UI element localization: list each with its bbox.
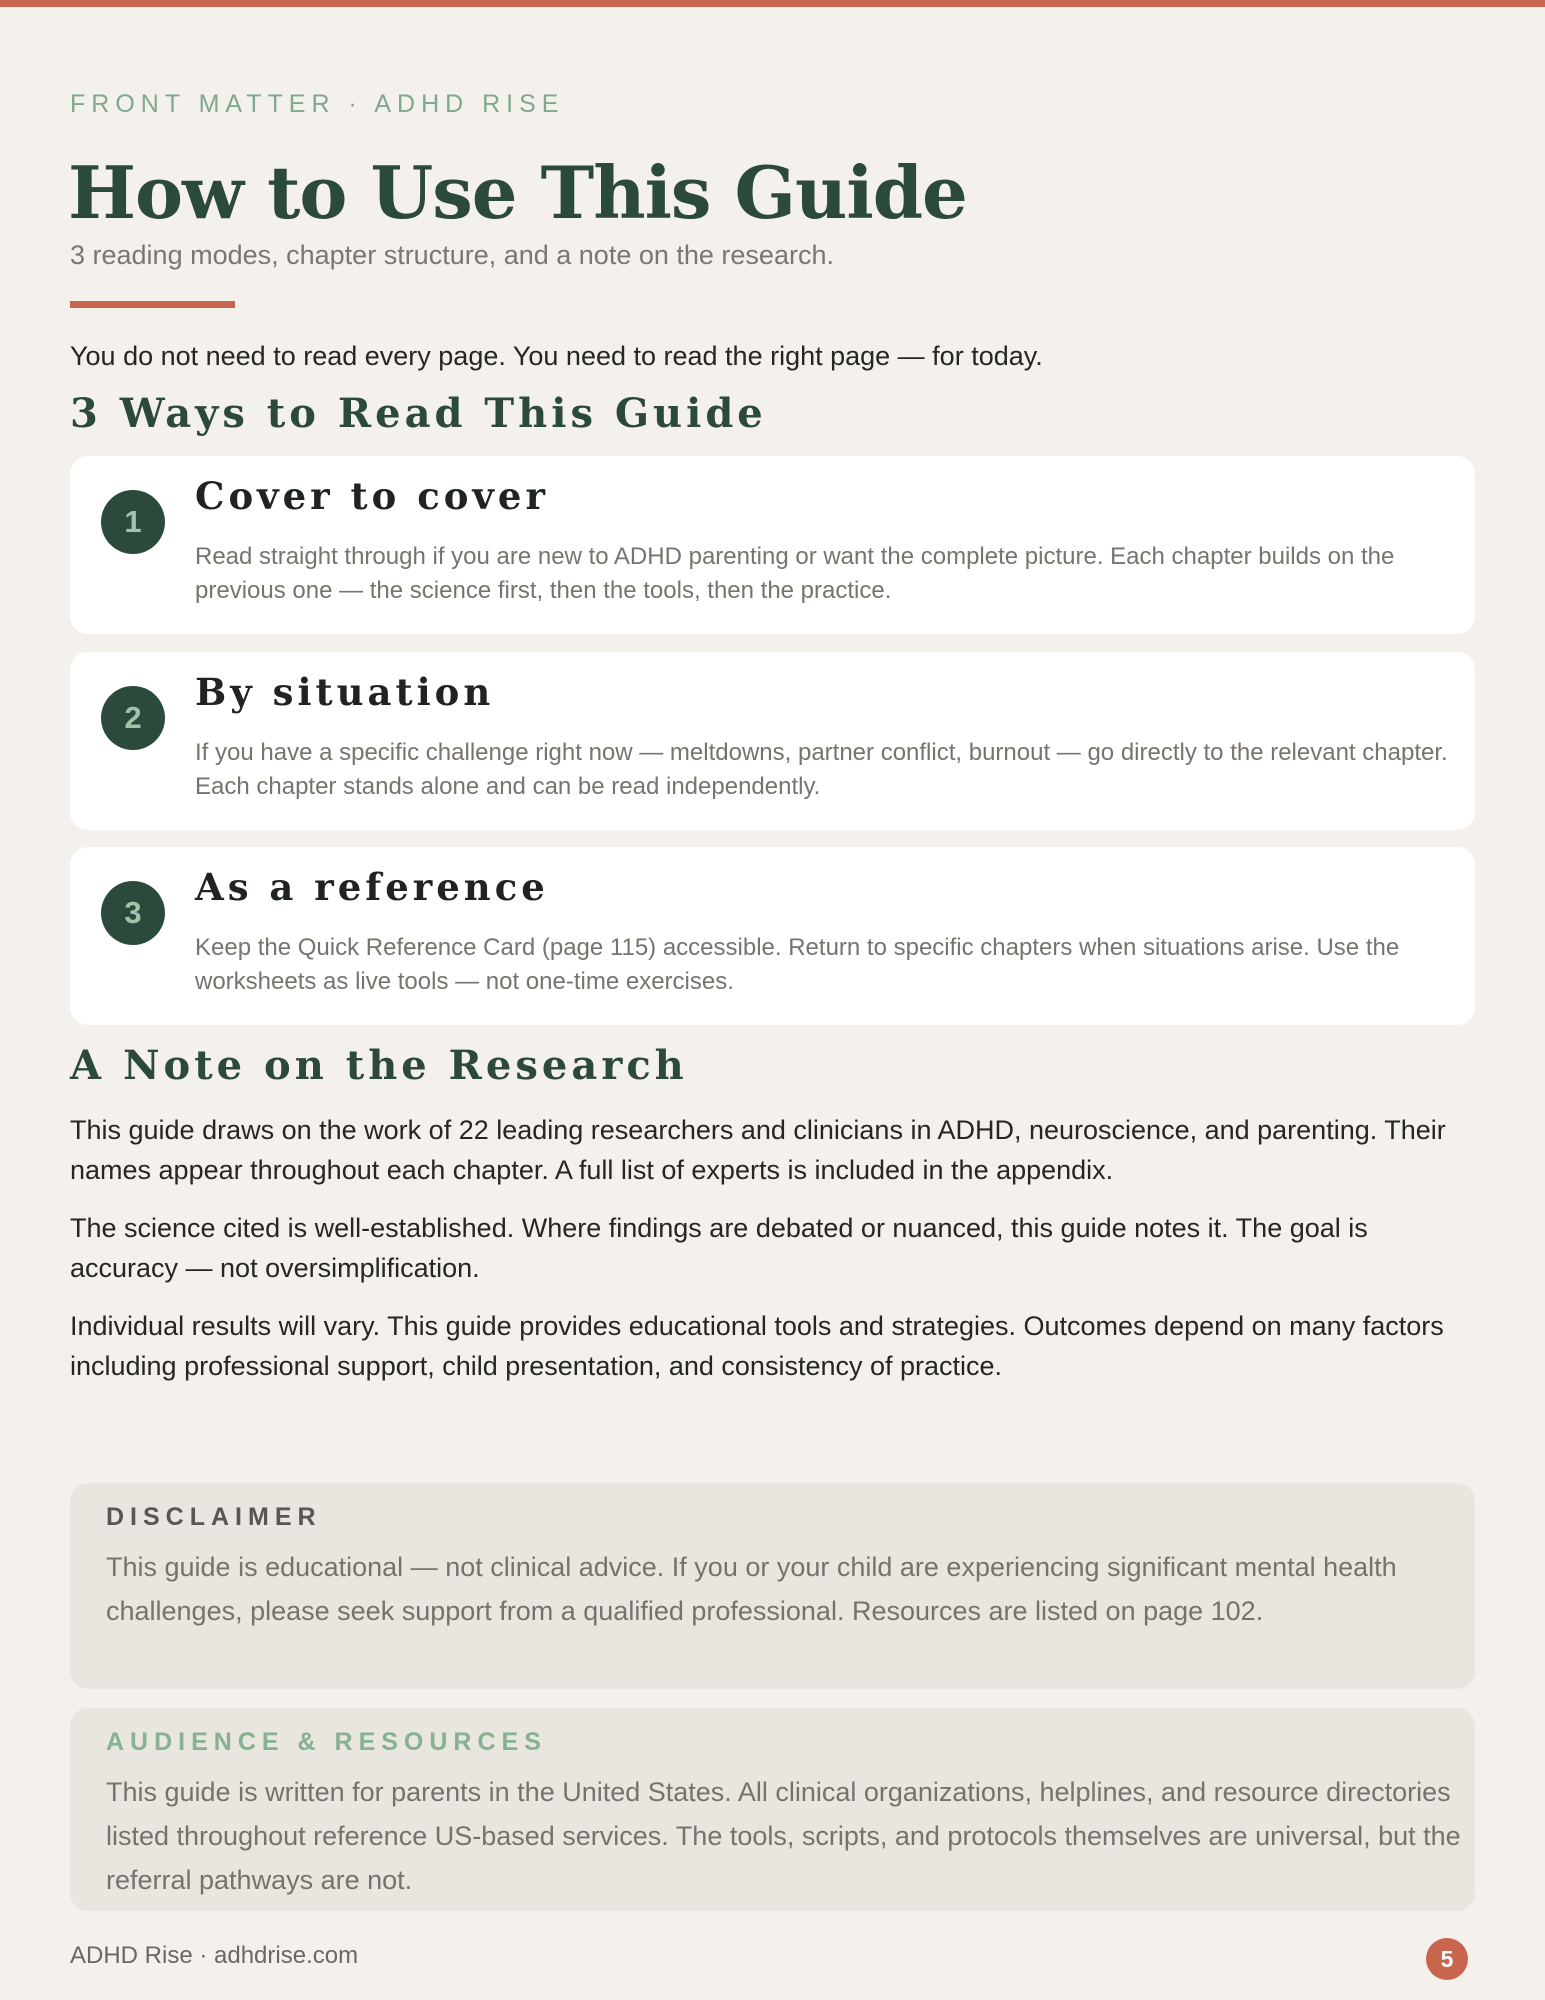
reading-mode-card: [70, 847, 1475, 1025]
research-body: [70, 1110, 1480, 1404]
eyebrow-label: FRONT MATTER · ADHD RISE: [70, 90, 565, 118]
research-paragraph: Individual results will vary. This guide provides educational tools and strategies. Outcomes depend on many factors including professional support, child presentation, and consistency of practice.: [70, 1311, 1444, 1381]
top-accent-bar: [0, 0, 1545, 7]
research-heading: A Note on the Research: [70, 1042, 688, 1089]
step-number-badge: 1: [101, 490, 165, 554]
reading-mode-title: As a reference: [195, 865, 549, 909]
reading-mode-card: [70, 456, 1475, 634]
disclaimer-label: DISCLAIMER: [106, 1503, 322, 1531]
page-title: How to Use This Guide: [68, 150, 967, 235]
step-number-badge: 2: [101, 686, 165, 750]
title-underline: [70, 301, 235, 308]
step-number-badge: 3: [101, 881, 165, 945]
reading-mode-description: Keep the Quick Reference Card (page 115) accessible. Return to specific chapters when situations arise. Use the worksheets as live tools — not one-time exercises.: [195, 934, 1400, 995]
reading-mode-title: By situation: [195, 670, 495, 714]
disclaimer-text: This guide is educational — not clinical advice. If you or your child are experiencing significant mental health challenges, please seek support from a qualified professional. Resources are listed on page 102.: [106, 1552, 1397, 1626]
reading-mode-description: If you have a specific challenge right now — meltdowns, partner conflict, burnout — go directly to the relevant chapter. Each chapter stands alone and can be read independently.: [195, 739, 1448, 800]
audience-resources-box: [70, 1708, 1475, 1911]
footer-brand: ADHD Rise · adhdrise.com: [70, 1942, 359, 1969]
disclaimer-box: [70, 1483, 1475, 1689]
research-paragraph: The science cited is well-established. Where findings are debated or nuanced, this guide notes it. The goal is accuracy — not oversimplification.: [70, 1213, 1368, 1283]
audience-resources-text: This guide is written for parents in the United States. All clinical organizations, helplines, and resource directories listed throughout reference US-based services. The tools, scripts, and protocols themselves are universal, but the referral pathways are not.: [106, 1777, 1461, 1895]
reading-mode-description: Read straight through if you are new to ADHD parenting or want the complete picture. Each chapter builds on the previous one — the science first, then the tools, then the practice.: [195, 543, 1395, 604]
page-subtitle: 3 reading modes, chapter structure, and a note on the research.: [70, 240, 834, 270]
reading-mode-card: [70, 652, 1475, 830]
ways-heading: 3 Ways to Read This Guide: [70, 390, 767, 437]
research-paragraph: This guide draws on the work of 22 leading researchers and clinicians in ADHD, neuroscience, and parenting. Their names appear throughout each chapter. A full list of experts is included in the appendix.: [70, 1115, 1446, 1185]
page-number-badge: 5: [1426, 1938, 1468, 1980]
intro-text: You do not need to read every page. You need to read the right page — for today.: [70, 341, 1043, 371]
reading-mode-title: Cover to cover: [195, 474, 549, 518]
audience-resources-label: AUDIENCE & RESOURCES: [106, 1728, 547, 1756]
